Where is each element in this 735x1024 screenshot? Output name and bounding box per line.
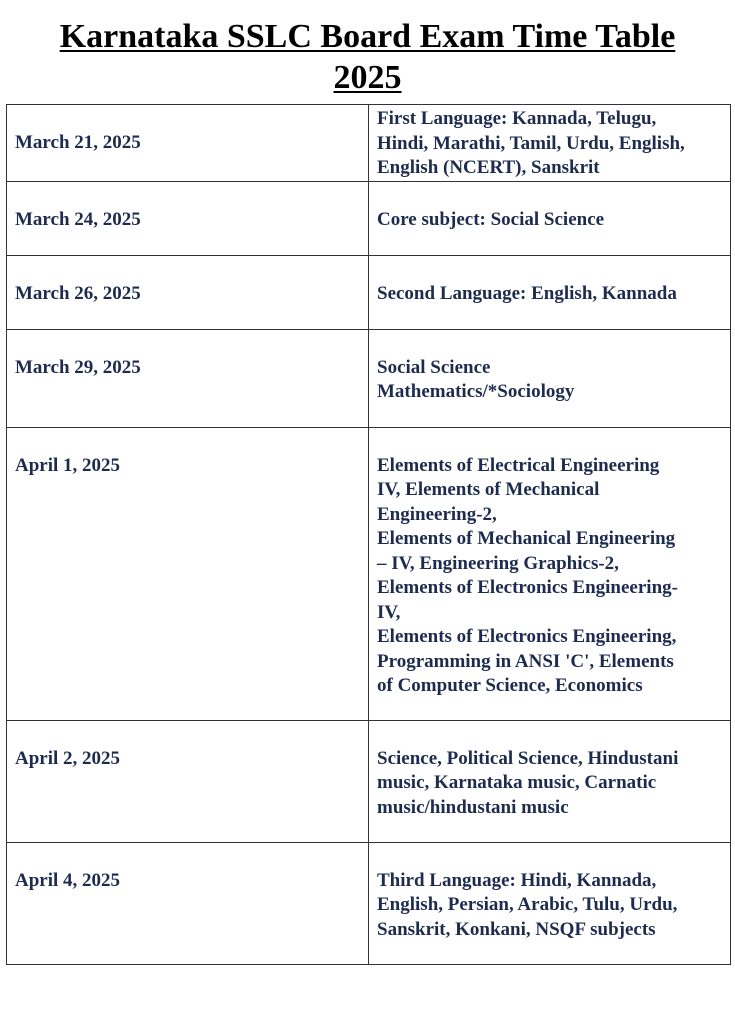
table-row <box>7 105 731 182</box>
exam-date <box>7 105 369 182</box>
table-row <box>7 427 731 720</box>
exam-subjects-text: Science, Political Science, Hindustani music, Karnataka music, Carnatic music/hindustani music <box>377 747 679 818</box>
exam-date-text: March 26, 2025 <box>15 282 141 304</box>
exam-date <box>7 181 369 255</box>
exam-subjects <box>369 842 731 964</box>
exam-date-text: April 1, 2025 <box>15 454 121 476</box>
exam-subjects <box>369 181 731 255</box>
table-row <box>7 329 731 427</box>
exam-subjects-text: Social Science Mathematics/*Sociology <box>377 356 575 402</box>
exam-subjects <box>369 427 731 720</box>
exam-date <box>7 720 369 842</box>
exam-subjects-text: Third Language: Hindi, Kannada, English, Persian, Arabic, Tulu, Urdu, Sanskrit, Konkani, NSQF subjects <box>377 869 678 940</box>
table-row <box>7 720 731 842</box>
exam-date-text: April 2, 2025 <box>15 747 121 769</box>
exam-date <box>7 255 369 329</box>
exam-subjects <box>369 255 731 329</box>
table-row <box>7 255 731 329</box>
exam-date <box>7 842 369 964</box>
page-title <box>0 16 735 98</box>
page-title-line-1: Karnataka SSLC Board Exam Time Table <box>59 18 676 55</box>
exam-date-text: March 29, 2025 <box>15 356 141 378</box>
exam-date-text: March 24, 2025 <box>15 208 141 230</box>
table-row <box>7 181 731 255</box>
table-row <box>7 842 731 964</box>
exam-subjects-text: Elements of Electrical Engineering IV, Elements of Mechanical Engineering-2, Elements of Mechanical Engineering – IV, Engineering Graphics-2, Elements of Electronics Engineering- IV, Elements of Electronics Engineering, Programming in ANSI 'C', Elements of Computer Science, Economics <box>377 454 678 696</box>
exam-date-text: March 21, 2025 <box>15 132 141 153</box>
exam-timetable <box>6 104 731 965</box>
exam-date <box>7 329 369 427</box>
page-title-line-2: 2025 <box>333 59 402 96</box>
exam-subjects <box>369 720 731 842</box>
exam-subjects <box>369 329 731 427</box>
exam-date <box>7 427 369 720</box>
exam-subjects <box>369 105 731 182</box>
exam-subjects-text: First Language: Kannada, Telugu, Hindi, Marathi, Tamil, Urdu, English, English (NCERT), Sanskrit <box>377 108 685 178</box>
exam-subjects-text: Core subject: Social Science <box>377 208 605 230</box>
exam-subjects-text: Second Language: English, Kannada <box>377 282 677 304</box>
exam-date-text: April 4, 2025 <box>15 869 121 891</box>
